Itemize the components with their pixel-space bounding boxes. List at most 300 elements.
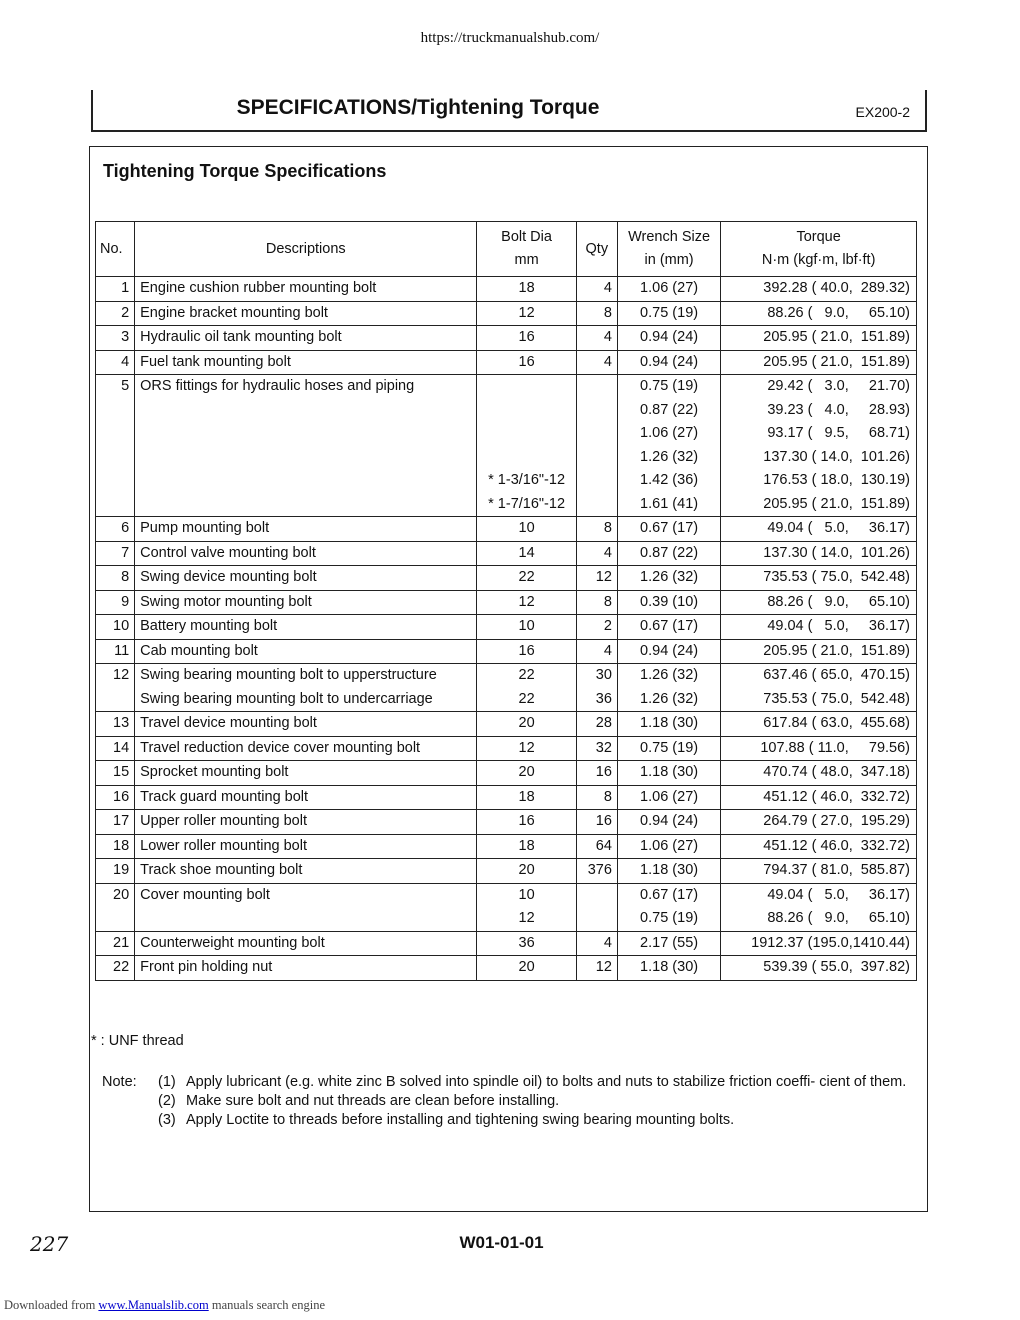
note-number: (3) [158, 1112, 176, 1128]
cell-torque [721, 712, 917, 737]
cell-wrench-size-line: 0.75 (19) [640, 910, 699, 926]
cell-no: 13 [96, 712, 135, 737]
cell-torque [721, 639, 917, 664]
cell-description-line: Hydraulic oil tank mounting bolt [140, 329, 342, 345]
cell-wrench-size [617, 761, 720, 786]
cell-description-line: ORS fittings for hydraulic hoses and piping [140, 378, 415, 394]
cell-description-line: Swing motor mounting bolt [140, 593, 312, 610]
table-body [96, 277, 917, 981]
cell-no: 14 [96, 736, 135, 761]
table-row [96, 810, 917, 835]
cell-bolt-dia-line: 10 [518, 520, 535, 536]
cell-bolt-dia-line: 16 [518, 329, 535, 345]
cell-no: 19 [96, 859, 135, 884]
cell-bolt-dia [477, 350, 576, 375]
cell-description-line: Pump mounting bolt [140, 520, 270, 536]
cell-torque [721, 301, 917, 326]
cell-torque-line: 176.53 ( 18.0, 130.19) [763, 472, 910, 488]
cell-description [135, 590, 477, 615]
cell-description-line: Lower roller mounting bolt [140, 837, 307, 854]
cell-torque [721, 834, 917, 859]
cell-description-line: Front pin holding nut [140, 959, 273, 975]
cell-qty-line [582, 469, 612, 493]
cell-wrench-size-line: 1.06 (27) [640, 788, 699, 805]
cell-no: 9 [96, 590, 135, 615]
cell-wrench-size-line: 1.06 (27) [640, 425, 699, 441]
table-row [96, 326, 917, 351]
cell-torque-line: 205.95 ( 21.0, 151.89) [763, 329, 910, 345]
cell-no: 7 [96, 541, 135, 566]
cell-description [135, 810, 477, 835]
cell-bolt-dia-line: 36 [518, 934, 535, 951]
cell-torque [721, 541, 917, 566]
page-code: W01-01-01 [459, 1233, 544, 1252]
table-row [96, 736, 917, 761]
note-text: Make sure bolt and nut threads are clean before installing. [186, 1093, 560, 1109]
cell-bolt-dia-line: 22 [518, 667, 535, 683]
cell-qty-line: 30 [595, 667, 612, 683]
cell-qty [576, 350, 617, 375]
cell-description-line [140, 907, 471, 931]
cell-qty-line: 8 [603, 788, 612, 805]
cell-bolt-dia-line: * 1-7/16"-12 [488, 495, 566, 512]
cell-qty-line: 8 [603, 520, 612, 536]
cell-torque-line: 617.84 ( 63.0, 455.68) [763, 715, 910, 731]
cell-no: 15 [96, 761, 135, 786]
cell-description-line: Upper roller mounting bolt [140, 813, 307, 829]
cell-qty [576, 883, 617, 931]
header-torque-unit: N·m (kgf·m, lbf·ft) [761, 252, 876, 268]
cell-no: 21 [96, 931, 135, 956]
cell-qty [576, 736, 617, 761]
cell-wrench-size [617, 956, 720, 981]
cell-torque-line: 49.04 ( 5.0, 36.17) [767, 520, 910, 536]
cell-no: 1 [96, 277, 135, 302]
cell-wrench-size-line: 0.75 (19) [640, 304, 699, 321]
cell-no: 11 [96, 639, 135, 664]
cell-wrench-size-line: 2.17 (55) [640, 934, 699, 951]
cell-wrench-size-line: 1.18 (30) [640, 715, 699, 731]
cell-description-line [140, 399, 471, 423]
cell-description-line [140, 446, 471, 470]
cell-bolt-dia-line: * 1-3/16"-12 [488, 472, 566, 488]
cell-qty [576, 761, 617, 786]
cell-torque-line: 264.79 ( 27.0, 195.29) [763, 813, 910, 829]
cell-description [135, 883, 477, 931]
note-number: (2) [158, 1093, 176, 1109]
cell-no: 2 [96, 301, 135, 326]
cell-qty [576, 301, 617, 326]
cell-qty [576, 810, 617, 835]
cell-qty-line [582, 446, 612, 470]
cell-torque-line: 107.88 ( 11.0, 79.56) [760, 739, 910, 756]
cell-bolt-dia-line: 16 [518, 353, 535, 370]
cell-description [135, 712, 477, 737]
cell-description [135, 859, 477, 884]
cell-description-line [140, 422, 471, 446]
cell-description-line: Swing device mounting bolt [140, 569, 317, 585]
table-row [96, 566, 917, 591]
cell-torque-line: 39.23 ( 4.0, 28.93) [767, 401, 910, 418]
cell-qty-line [582, 375, 612, 399]
cell-qty-line: 64 [595, 837, 612, 854]
cell-torque [721, 277, 917, 302]
cell-wrench-size [617, 712, 720, 737]
table-row [96, 375, 917, 517]
header-torque [721, 222, 917, 277]
cell-bolt-dia-line: 22 [518, 569, 535, 585]
cell-no: 18 [96, 834, 135, 859]
cell-description-line: Counterweight mounting bolt [140, 934, 325, 951]
cell-wrench-size-line: 1.06 (27) [640, 280, 699, 296]
cell-torque [721, 956, 917, 981]
cell-qty-line [582, 884, 612, 908]
cell-torque-line: 392.28 ( 40.0, 289.32) [763, 280, 910, 296]
cell-bolt-dia [477, 277, 576, 302]
cell-wrench-size [617, 326, 720, 351]
header-wrench-size [617, 222, 720, 277]
cell-description-line: Travel reduction device cover mounting bolt [140, 739, 421, 756]
cell-bolt-dia-line [482, 446, 570, 470]
handwritten-page-number: 227 [30, 1232, 69, 1256]
table-row [96, 615, 917, 640]
cell-qty-line: 4 [603, 353, 612, 370]
table-row [96, 590, 917, 615]
cell-no: 17 [96, 810, 135, 835]
cell-bolt-dia-line: 12 [518, 304, 535, 321]
cell-qty-line [582, 907, 612, 931]
cell-torque-line: 735.53 ( 75.0, 542.48) [763, 690, 910, 707]
cell-bolt-dia [477, 517, 576, 542]
cell-description-line: Track guard mounting bolt [140, 788, 309, 805]
cell-no: 8 [96, 566, 135, 591]
table-row [96, 859, 917, 884]
cell-qty [576, 785, 617, 810]
cell-description-line: Swing bearing mounting bolt to undercarriage [140, 690, 433, 707]
cell-wrench-size-line: 1.26 (32) [640, 569, 699, 585]
cell-wrench-size [617, 301, 720, 326]
table-row [96, 277, 917, 302]
cell-torque [721, 664, 917, 712]
cell-bolt-dia [477, 590, 576, 615]
table-row [96, 931, 917, 956]
table-row [96, 785, 917, 810]
cell-torque-line: 137.30 ( 14.0, 101.26) [763, 544, 910, 561]
cell-wrench-size [617, 664, 720, 712]
cell-bolt-dia [477, 883, 576, 931]
cell-description-line: Travel device mounting bolt [140, 715, 317, 731]
cell-description-line: Engine cushion rubber mounting bolt [140, 280, 377, 296]
cell-bolt-dia-line: 12 [518, 739, 535, 756]
footer-suffix: manuals search engine [211, 1298, 325, 1312]
cell-torque-line: 49.04 ( 5.0, 36.17) [767, 618, 910, 634]
cell-bolt-dia [477, 375, 576, 517]
cell-bolt-dia [477, 859, 576, 884]
header-bolt-dia [477, 222, 576, 277]
table-row [96, 712, 917, 737]
cell-description-line: Control valve mounting bolt [140, 544, 316, 561]
cell-bolt-dia [477, 301, 576, 326]
cell-qty [576, 664, 617, 712]
table-row [96, 301, 917, 326]
notes-label: Note: [102, 1074, 137, 1090]
cell-bolt-dia [477, 566, 576, 591]
page-title: SPECIFICATIONS/Tightening Torque [236, 96, 600, 119]
cell-torque [721, 785, 917, 810]
note-item [158, 1092, 918, 1111]
header-no: No. [96, 222, 135, 277]
cell-qty-line: 8 [603, 593, 612, 610]
cell-bolt-dia [477, 810, 576, 835]
cell-qty-line [582, 399, 612, 423]
table-row [96, 664, 917, 712]
cell-qty-line: 16 [595, 813, 612, 829]
cell-description-line: Cab mounting bolt [140, 642, 258, 659]
cell-torque-line: 205.95 ( 21.0, 151.89) [763, 495, 910, 512]
note-text: Apply Loctite to threads before installing and tightening swing bearing mounting bolts. [186, 1112, 735, 1128]
cell-torque-line: 88.26 ( 9.0, 65.10) [767, 910, 910, 926]
cell-torque [721, 736, 917, 761]
cell-qty-line: 36 [595, 690, 612, 707]
cell-bolt-dia-line: 20 [518, 862, 535, 878]
cell-wrench-size [617, 736, 720, 761]
cell-qty [576, 375, 617, 517]
cell-description-line: Swing bearing mounting bolt to upperstructure [140, 667, 437, 683]
notes-list [158, 1073, 918, 1130]
table-header-row [96, 222, 917, 277]
cell-wrench-size [617, 277, 720, 302]
cell-torque [721, 810, 917, 835]
cell-description [135, 785, 477, 810]
cell-description [135, 326, 477, 351]
cell-bolt-dia-line: 16 [518, 813, 535, 829]
cell-bolt-dia-line: 10 [518, 886, 535, 903]
header-torque-label: Torque [796, 229, 841, 245]
cell-wrench-size-line: 1.18 (30) [640, 959, 699, 975]
cell-wrench-size-line: 1.26 (32) [640, 667, 699, 683]
cell-description [135, 834, 477, 859]
cell-torque [721, 859, 917, 884]
cell-description [135, 350, 477, 375]
note-item [158, 1073, 918, 1092]
cell-qty [576, 931, 617, 956]
cell-description [135, 639, 477, 664]
table-row [96, 639, 917, 664]
cell-torque-line: 29.42 ( 3.0, 21.70) [767, 378, 910, 394]
note-number: (1) [158, 1074, 176, 1090]
cell-no: 4 [96, 350, 135, 375]
cell-no: 10 [96, 615, 135, 640]
cell-wrench-size [617, 566, 720, 591]
cell-qty [576, 566, 617, 591]
cell-torque-line: 93.17 ( 9.5, 68.71) [767, 425, 910, 441]
cell-wrench-size-line: 1.26 (32) [640, 448, 699, 465]
cell-wrench-size-line: 1.61 (41) [640, 495, 699, 512]
cell-qty-line: 376 [587, 862, 612, 878]
cell-bolt-dia [477, 326, 576, 351]
table-row [96, 883, 917, 931]
cell-bolt-dia-line: 12 [518, 910, 535, 926]
cell-torque [721, 375, 917, 517]
cell-no: 3 [96, 326, 135, 351]
cell-qty [576, 615, 617, 640]
cell-bolt-dia [477, 664, 576, 712]
cell-wrench-size [617, 810, 720, 835]
cell-bolt-dia-line: 10 [518, 618, 535, 634]
cell-torque-line: 1912.37 (195.0,1410.44) [751, 934, 910, 951]
cell-torque-line: 137.30 ( 14.0, 101.26) [763, 448, 910, 465]
cell-torque-line: 637.46 ( 65.0, 470.15) [763, 667, 910, 683]
table-row [96, 834, 917, 859]
cell-wrench-size-line: 0.87 (22) [640, 544, 699, 561]
cell-bolt-dia [477, 931, 576, 956]
cell-wrench-size-line: 0.75 (19) [640, 378, 699, 394]
cell-bolt-dia [477, 785, 576, 810]
cell-description [135, 615, 477, 640]
cell-wrench-size-line: 1.26 (32) [640, 690, 699, 707]
cell-wrench-size [617, 590, 720, 615]
cell-bolt-dia-line [482, 422, 570, 446]
cell-torque [721, 615, 917, 640]
cell-qty [576, 590, 617, 615]
cell-wrench-size-line: 0.67 (17) [640, 886, 699, 903]
cell-wrench-size-line: 1.18 (30) [640, 764, 699, 780]
cell-wrench-size [617, 615, 720, 640]
cell-torque [721, 590, 917, 615]
model-label: EX200-2 [855, 104, 910, 120]
cell-torque-line: 88.26 ( 9.0, 65.10) [767, 593, 910, 610]
cell-description [135, 566, 477, 591]
cell-qty [576, 859, 617, 884]
cell-torque [721, 883, 917, 931]
cell-torque-line: 49.04 ( 5.0, 36.17) [767, 886, 910, 903]
cell-description-line: Track shoe mounting bolt [140, 862, 303, 878]
cell-no: 5 [96, 375, 135, 517]
cell-bolt-dia-line: 20 [518, 764, 535, 780]
cell-wrench-size-line: 0.94 (24) [640, 353, 699, 370]
cell-qty [576, 639, 617, 664]
cell-description-line: Engine bracket mounting bolt [140, 304, 328, 321]
cell-description [135, 761, 477, 786]
cell-torque [721, 350, 917, 375]
cell-torque-line: 735.53 ( 75.0, 542.48) [763, 569, 910, 585]
cell-wrench-size-line: 0.94 (24) [640, 329, 699, 345]
cell-qty-line: 4 [603, 280, 612, 296]
cell-wrench-size-line: 0.94 (24) [640, 813, 699, 829]
cell-torque-line: 451.12 ( 46.0, 332.72) [763, 837, 910, 854]
cell-wrench-size [617, 859, 720, 884]
cell-bolt-dia [477, 541, 576, 566]
cell-qty-line: 16 [595, 764, 612, 780]
cell-qty-line: 8 [603, 304, 612, 321]
cell-wrench-size [617, 834, 720, 859]
table-row [96, 761, 917, 786]
cell-no: 12 [96, 664, 135, 712]
cell-wrench-size [617, 375, 720, 517]
cell-qty-line: 2 [603, 618, 612, 634]
cell-wrench-size [617, 639, 720, 664]
cell-wrench-size-line: 1.42 (36) [640, 472, 699, 488]
cell-bolt-dia-line: 20 [518, 715, 535, 731]
header-wrench-unit: in (mm) [644, 252, 694, 268]
cell-bolt-dia [477, 639, 576, 664]
cell-qty-line: 4 [603, 329, 612, 345]
cell-torque-line: 88.26 ( 9.0, 65.10) [767, 304, 910, 321]
cell-qty-line: 4 [603, 544, 612, 561]
cell-torque-line: 470.74 ( 48.0, 347.18) [763, 764, 910, 780]
cell-description [135, 277, 477, 302]
cell-wrench-size [617, 883, 720, 931]
footnote-unf: * : UNF thread [91, 1033, 184, 1049]
cell-torque-line: 794.37 ( 81.0, 585.87) [763, 862, 910, 878]
cell-wrench-size [617, 785, 720, 810]
manualslib-link[interactable]: www.Manualslib.com [98, 1298, 209, 1312]
torque-table [95, 221, 917, 981]
cell-bolt-dia-line: 14 [518, 544, 535, 561]
cell-description [135, 301, 477, 326]
cell-torque [721, 761, 917, 786]
cell-bolt-dia [477, 615, 576, 640]
cell-description-line: Fuel tank mounting bolt [140, 353, 291, 370]
cell-qty [576, 541, 617, 566]
cell-torque [721, 931, 917, 956]
footer-prefix: Downloaded from [4, 1298, 96, 1312]
cell-wrench-size-line: 0.67 (17) [640, 618, 699, 634]
cell-wrench-size-line: 1.06 (27) [640, 837, 699, 854]
cell-no: 16 [96, 785, 135, 810]
cell-qty [576, 834, 617, 859]
cell-wrench-size-line: 0.75 (19) [640, 739, 699, 756]
cell-description [135, 375, 477, 517]
cell-wrench-size-line: 0.94 (24) [640, 642, 699, 659]
cell-description [135, 664, 477, 712]
cell-description-line: Battery mounting bolt [140, 618, 278, 634]
cell-wrench-size-line: 1.18 (30) [640, 862, 699, 878]
cell-qty [576, 326, 617, 351]
cell-description-line: Sprocket mounting bolt [140, 764, 289, 780]
cell-description [135, 541, 477, 566]
cell-bolt-dia [477, 712, 576, 737]
cell-bolt-dia-line: 16 [518, 642, 535, 659]
cell-torque-line: 539.39 ( 55.0, 397.82) [763, 959, 910, 975]
cell-no: 6 [96, 517, 135, 542]
cell-bolt-dia [477, 834, 576, 859]
cell-wrench-size-line: 0.39 (10) [640, 593, 699, 610]
cell-bolt-dia-line: 12 [518, 593, 535, 610]
cell-qty [576, 956, 617, 981]
cell-torque [721, 566, 917, 591]
cell-torque-line: 205.95 ( 21.0, 151.89) [763, 642, 910, 659]
cell-bolt-dia-line [482, 375, 570, 399]
cell-description-line: Cover mounting bolt [140, 886, 270, 903]
cell-torque-line: 451.12 ( 46.0, 332.72) [763, 788, 910, 805]
cell-description [135, 931, 477, 956]
cell-wrench-size-line: 0.87 (22) [640, 401, 699, 418]
header-bolt-dia-unit: mm [514, 252, 539, 268]
cell-description [135, 517, 477, 542]
cell-bolt-dia-line: 20 [518, 959, 535, 975]
cell-wrench-size [617, 931, 720, 956]
cell-wrench-size-line: 0.67 (17) [640, 520, 699, 536]
cell-wrench-size [617, 517, 720, 542]
cell-bolt-dia-line: 22 [518, 690, 535, 707]
cell-qty-line: 4 [603, 934, 612, 951]
cell-qty-line: 28 [595, 715, 612, 731]
cell-description [135, 736, 477, 761]
cell-qty [576, 712, 617, 737]
header-wrench-label: Wrench Size [628, 229, 711, 245]
note-text: Apply lubricant (e.g. white zinc B solved into spindle oil) to bolts and nuts to stabilize friction coeffi- cient of them. [186, 1074, 907, 1090]
